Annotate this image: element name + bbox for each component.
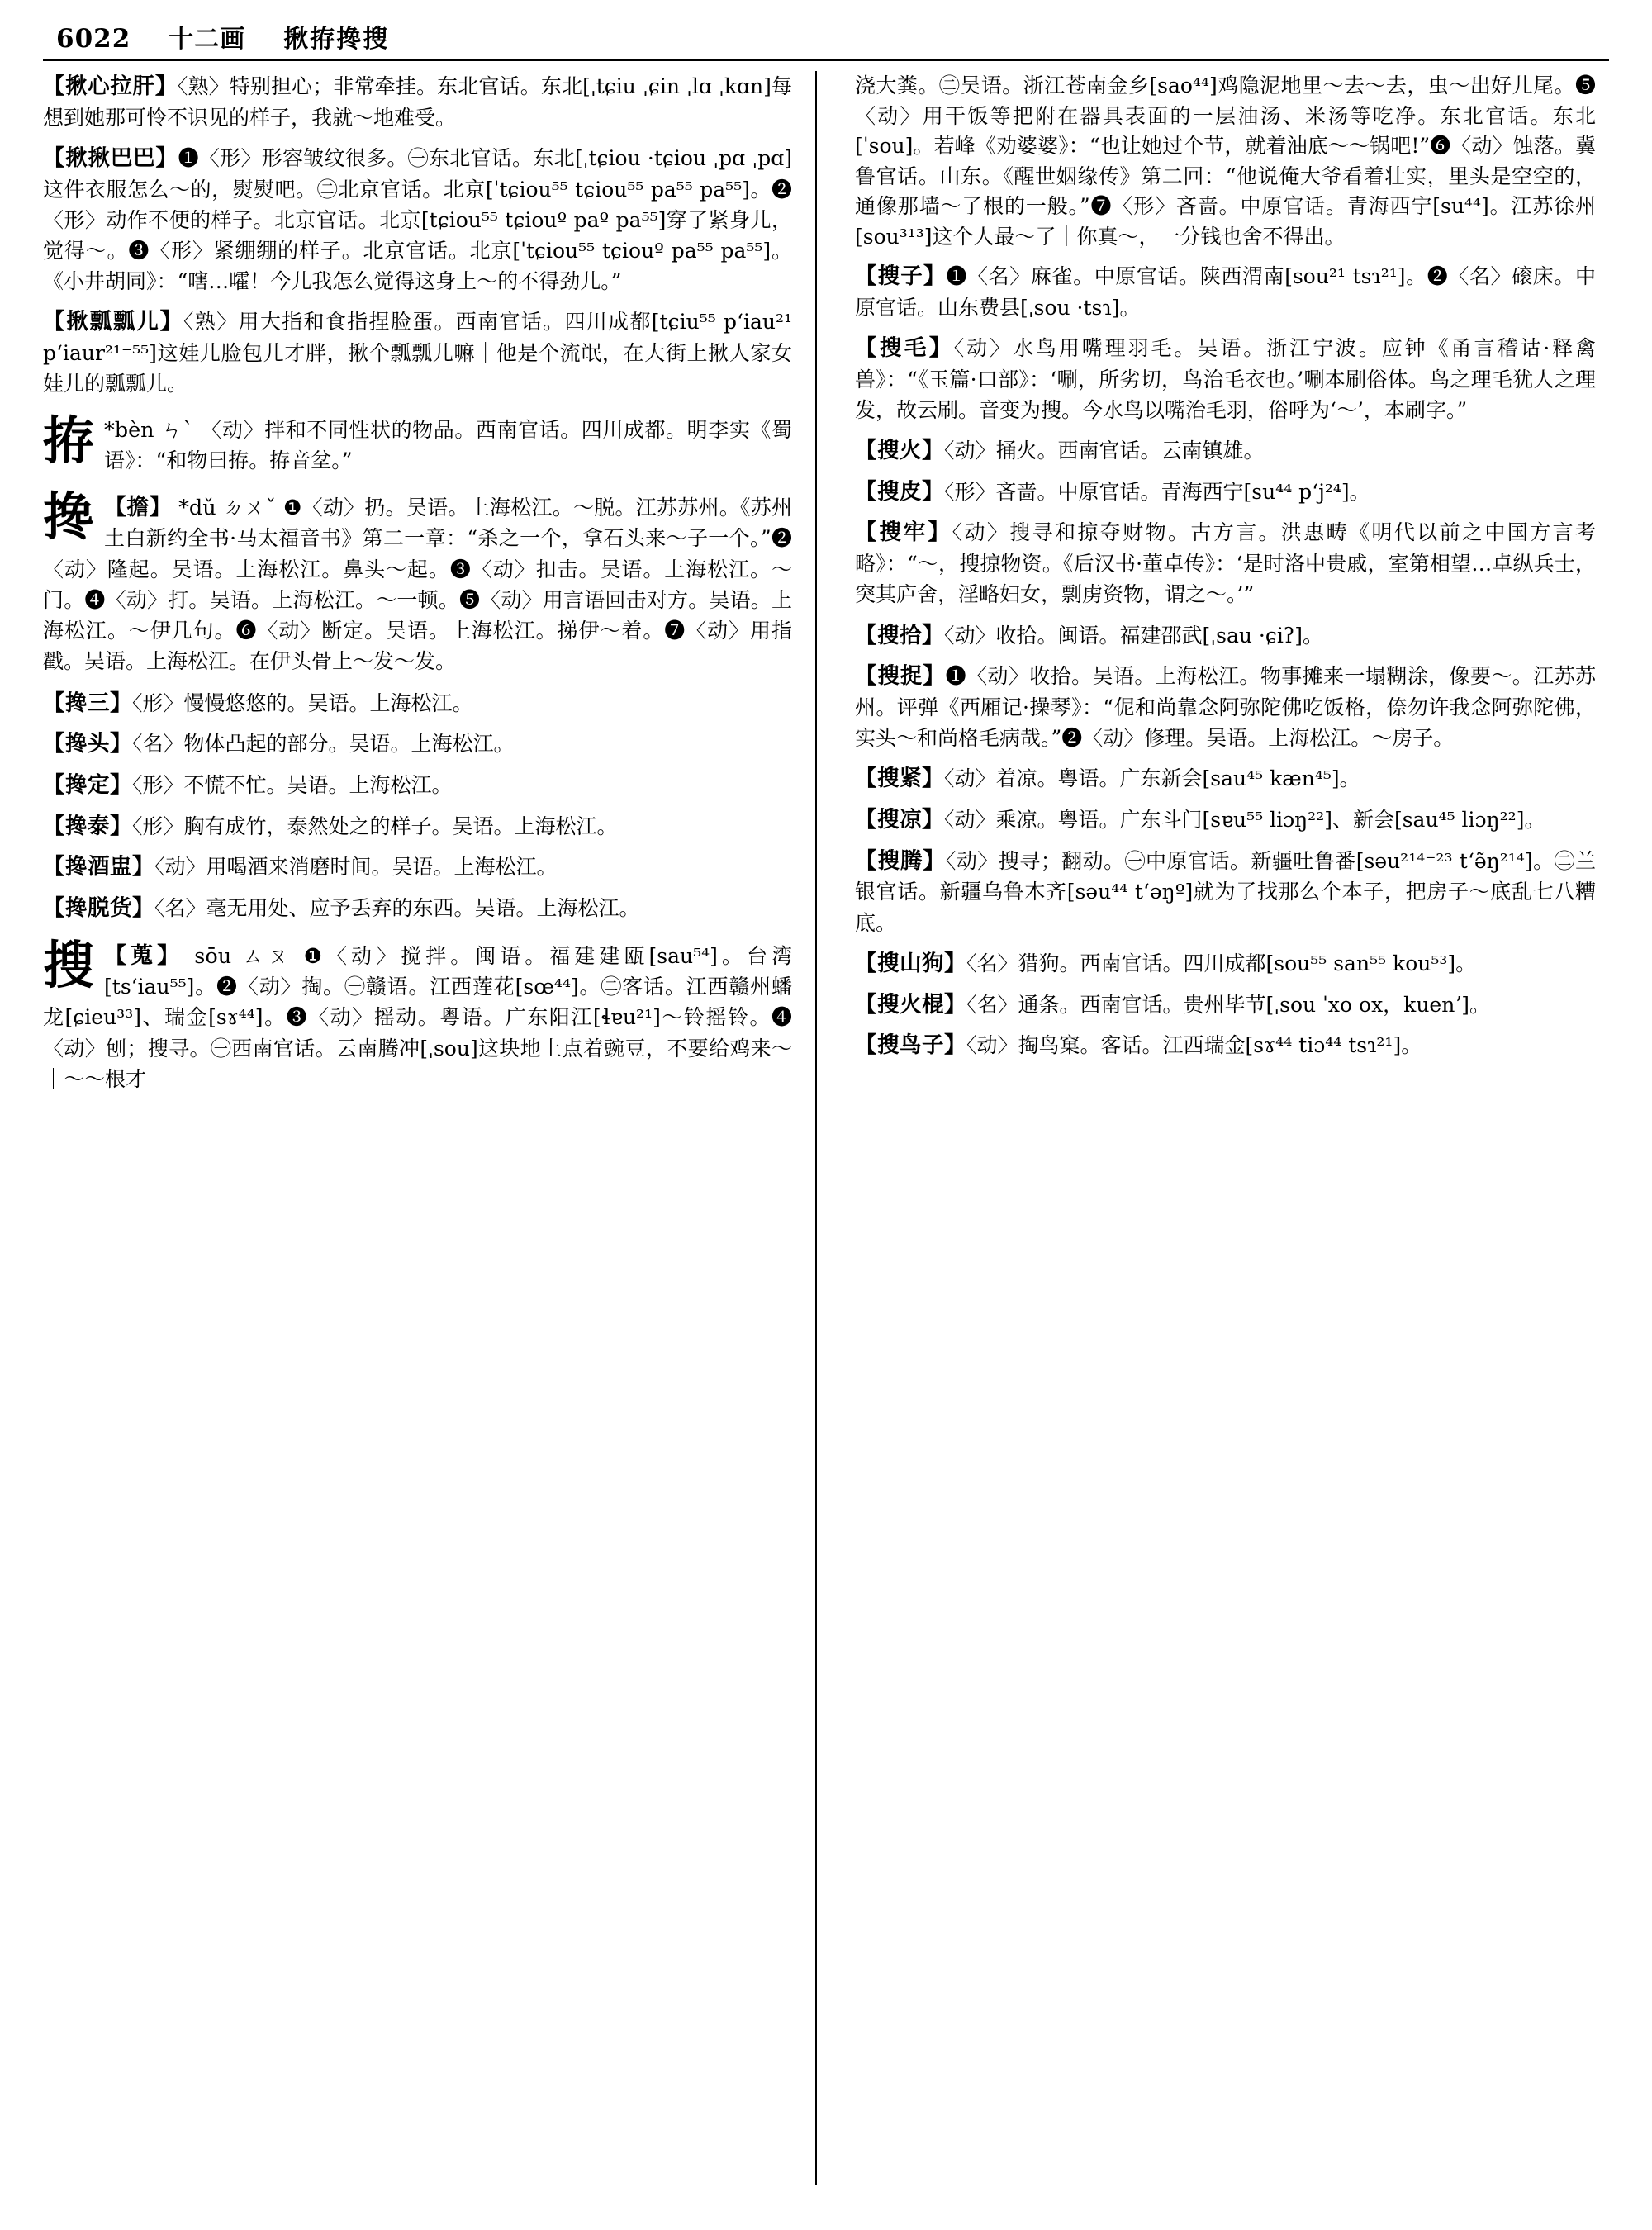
dictionary-entry [43, 893, 792, 925]
character-entry-body: ❶〈动〉扔。吴语。上海松江。～脱。江苏苏州。《苏州土白新约全书·马太福音书》第二一章：“杀之一个，拿石头来～子一个。”❷〈动〉隆起。吴语。上海松江。鼻头～起。❸〈动〉扣击。吴语。上海松江。～门。❹〈动〉打。吴语。上海松江。～一顿。❺〈动〉用言语回击对方。吴语。上海松江。～伊几句。❻〈动〉断定。吴语。上海松江。挮伊～着。❼〈动〉用指戳。吴语。上海松江。在伊头骨上～发～发。 [43, 496, 793, 674]
entry-body: ❶〈动〉收拾。吴语。上海松江。物事摊来一塌糊涂，像要～。江苏苏州。评弹《西厢记·操琴》：“伲和尚靠念阿弥陀佛吃饭格，倷勿许我念阿弥陀佛，实头～和尚格毛病哉。”❷〈动〉修理。吴语。上海松江。～房子。 [855, 664, 1596, 751]
entry-body: ❶〈名〉麻雀。中原官话。陕西渭南[sou²¹ tsɿ²¹]。❷〈名〉磙床。中原官话。山东费县[ˌsou ·tsɿ]。 [855, 264, 1596, 320]
entry-headword: 【搀脱货】 [43, 894, 154, 921]
character-entry [43, 410, 792, 477]
entry-headword: 【搀酒盅】 [43, 854, 154, 880]
variant-character: 【擔】 [104, 495, 172, 521]
dictionary-entry [855, 763, 1596, 795]
dictionary-entry [855, 261, 1596, 324]
character-entry [43, 934, 793, 1095]
dictionary-entry [43, 770, 792, 802]
running-head [43, 18, 1609, 55]
entry-headword: 【搜凉】 [855, 807, 944, 833]
dictionary-entry [855, 620, 1596, 652]
entry-headword: 【搜毛】 [855, 334, 954, 361]
head-characters-label: 揪拵搀搜 [283, 25, 390, 54]
entry-headword: 【搜子】 [855, 263, 947, 289]
page-number: 6022 [56, 24, 131, 54]
entry-body: ❶〈形〉形容皱纹很多。㊀东北官话。东北[ˌtɕiou ·tɕiou ˌpɑ ˌpɑ]这件衣服怎么～的，熨熨吧。㊁北京官话。北京[ˈtɕiou⁵⁵ tɕiou⁵⁵ pa⁵⁵ pa⁵⁵]。❷〈形〉动作不便的样子。北京官话。北京[tɕiou⁵⁵ tɕiouº paº pa⁵⁵]穿了紧身儿，觉得～。❸〈形〉紧绷绷的样子。北京官话。北京[ˈtɕiou⁵⁵ tɕiouº pa⁵⁵ pa⁵⁵]。《小井胡同》：“嗐…嚯！今儿我怎么觉得这身上～的不得劲儿。” [43, 145, 793, 294]
character-entry-body: ❶〈动〉搅拌。闽语。福建建瓯[sau⁵⁴]。台湾[tsʻiau⁵⁵]。❷〈动〉掏。㊀赣语。江西莲花[sœ⁴⁴]。㊁客话。江西赣州蟠龙[ɕieu³³]、瑞金[sɤ⁴⁴]。❸〈动〉摇动。粤语。广东阳江[ɬɐu²¹]～铃摇铃。❹〈动〉刨；搜寻。㊀西南官话。云南腾冲[ˌsou]这块地上点着豌豆，不要给鸡来～｜～～根才 [43, 943, 793, 1091]
entry-headword: 【揪心拉肝】 [43, 74, 178, 99]
dictionary-entry [855, 846, 1596, 939]
dictionary-entry [855, 804, 1596, 837]
zhuyin: ㄉㄨˇ [223, 496, 277, 521]
entry-body: 〈名〉毫无用处、应予丢弃的东西。吴语。上海松江。 [154, 895, 640, 920]
entry-headword: 【搀三】 [43, 690, 132, 716]
dictionary-entry [855, 477, 1596, 509]
continuation-body: 浇大粪。㊁吴语。浙江苍南金乡[sao⁴⁴]鸡隐泥地里～去～去，虫～出好儿尾。❺〈动〉用干饭等把附在器具表面的一层油汤、米汤等吃净。东北官话。东北[ˈsou]。若峰《劝婆婆》：“也让她过个节，就着油底～～锅吧!”❻〈动〉蚀落。冀鲁官话。山东。《醒世姻缘传》第二回：“他说俺大爷看着壮实，里头是空空的，通像那墙～了根的一般。”❼〈形〉吝啬。中原官话。青海西宁[su⁴⁴]。江苏徐州[sou³¹³]这个人最～了｜你真～，一分钱也舍不得出。 [855, 74, 1596, 249]
entry-body: 〈熟〉特别担心；非常牵挂。东北官话。东北[ˌtɕiu ˌɕin ˌlɑ ˌkɑn]每想到她那可怜不识见的样子，我就～地难受。 [43, 74, 793, 130]
entry-headword: 【搜火】 [855, 438, 944, 464]
dictionary-entry [43, 811, 792, 843]
entry-body: 〈动〉乘凉。粤语。广东斗门[sɐu⁵⁵ liɔŋ²²]、新会[sau⁴⁵ liɔŋ²²]。 [944, 808, 1545, 833]
dictionary-entry [855, 661, 1596, 754]
entry-body: 〈动〉收拾。闽语。福建邵武[ˌsau ·ɕiʔ]。 [944, 623, 1324, 648]
dictionary-entry [855, 1030, 1596, 1062]
dictionary-entry [855, 948, 1596, 980]
entry-headword: 【搜山狗】 [855, 950, 966, 976]
entry-body: 〈熟〉用大指和食指捏脸蛋。西南官话。四川成都[tɕiu⁵⁵ pʻiau²¹ pʻiaur²¹⁻⁵⁵]这娃儿脸包儿才胖，揪个瓢瓢儿嘛｜他是个流氓，在大街上揪人家女娃儿的瓢瓢儿。 [43, 310, 793, 396]
entry-headword: 【搜腾】 [855, 847, 946, 874]
left-column [43, 71, 815, 2194]
pinyin: *bèn [104, 417, 154, 443]
entry-headword: 【揪瓢瓢儿】 [43, 309, 183, 335]
head-character: 搀 [43, 486, 95, 548]
entry-headword: 【搜牢】 [855, 520, 952, 546]
entry-body: 〈名〉通条。西南官话。贵州毕节[ˌsou ˈxo ox，kuenʼ]。 [966, 992, 1491, 1017]
entry-headword: 【搀定】 [43, 771, 132, 798]
dictionary-entry [43, 688, 792, 720]
entry-headword: 【搜鸟子】 [855, 1032, 966, 1059]
pinyin: sōu [194, 943, 232, 969]
entry-headword: 【搀头】 [43, 731, 132, 757]
stroke-count-label: 十二画 [169, 25, 246, 54]
entry-headword: 【搜紧】 [855, 766, 944, 792]
entry-headword: 【搀泰】 [43, 813, 132, 839]
entry-body: 〈形〉慢慢悠悠的。吴语。上海松江。 [132, 690, 473, 715]
head-character: 搜 [43, 934, 95, 995]
entry-headword: 【搜皮】 [855, 478, 944, 505]
entry-continuation [855, 71, 1596, 252]
entry-body: 〈动〉水鸟用嘴理羽毛。吴语。浙江宁波。应钟《甬言稽诂·释禽兽》：“《玉篇·口部》：‘唰，所劣切，鸟治毛衣也。’唰本刷俗体。鸟之理毛犹人之理发，故云刷。音变为搜。今水鸟以嘴治毛羽，俗呼为‘～’，本刷字。” [855, 335, 1597, 422]
character-entry-body: 〈动〉拌和不同性状的物品。西南官话。四川成都。明李实《蜀语》：“和物曰拵。拵音坌。” [104, 417, 792, 472]
zhuyin: ㄙㄡ [242, 943, 293, 969]
column-divider [815, 71, 817, 2185]
entry-body: 〈名〉物体凸起的部分。吴语。上海松江。 [132, 732, 515, 757]
entry-body: 〈动〉捅火。西南官话。云南镇雄。 [944, 439, 1265, 463]
entry-body: 〈名〉猎狗。西南官话。四川成都[sou⁵⁵ san⁵⁵ kou⁵³]。 [966, 951, 1477, 975]
zhuyin: ㄣˋ [161, 417, 194, 443]
entry-body: 〈动〉搜寻和掠夺财物。古方言。洪惠畴《明代以前之中国方言考略》：“～，搜掠物资。《后汉书·董卓传》：‘是时洛中贵戚，室第相望…卓纵兵士，突其庐舍，淫略妇女，剽虏资物，谓之～。’” [855, 520, 1596, 607]
header-rule [43, 59, 1609, 61]
entry-body: 〈形〉胸有成竹，泰然处之的样子。吴语。上海松江。 [132, 814, 618, 838]
dictionary-entry [855, 517, 1596, 610]
character-entry [43, 486, 793, 678]
entry-body: 〈形〉不慌不忙。吴语。上海松江。 [132, 772, 453, 797]
head-character: 拵 [43, 410, 95, 471]
entry-headword: 【揪揪巴巴】 [43, 145, 178, 171]
entry-headword: 【搜拾】 [855, 622, 944, 648]
variant-character: 【蒐】 [104, 942, 184, 969]
dictionary-entry [43, 852, 792, 884]
dictionary-entry [43, 143, 792, 298]
right-column [824, 71, 1596, 2194]
entry-body: 〈形〉吝啬。中原官话。青海西宁[su⁴⁴ pʻj²⁴]。 [944, 479, 1370, 504]
dictionary-entry [43, 728, 792, 761]
entry-headword: 【搜捉】 [855, 663, 946, 690]
entry-body: 〈动〉着凉。粤语。广东新会[sau⁴⁵ kæn⁴⁵]。 [944, 766, 1360, 791]
entry-body: 〈动〉搜寻；翻动。㊀中原官话。新疆吐鲁番[səu²¹⁴⁻²³ tʻə̃ŋ²¹⁴]。㊁兰银官话。新疆乌鲁木齐[səu⁴⁴ tʻəŋº]就为了找那么个本子，把房子～底乱七八糟底。 [855, 848, 1597, 935]
dictionary-entry [43, 71, 792, 134]
dictionary-entry [43, 306, 792, 400]
entry-body: 〈动〉掏鸟窠。客话。江西瑞金[sɤ⁴⁴ tiɔ⁴⁴ tsɿ²¹]。 [966, 1033, 1422, 1058]
pinyin: *dǔ [178, 496, 216, 521]
dictionary-entry [855, 989, 1596, 1022]
entry-headword: 【搜火棍】 [855, 991, 966, 1018]
entry-body: 〈动〉用喝酒来消磨时间。吴语。上海松江。 [154, 855, 558, 880]
column-container [43, 71, 1609, 2194]
dictionary-entry [855, 333, 1596, 426]
dictionary-entry [855, 435, 1596, 467]
